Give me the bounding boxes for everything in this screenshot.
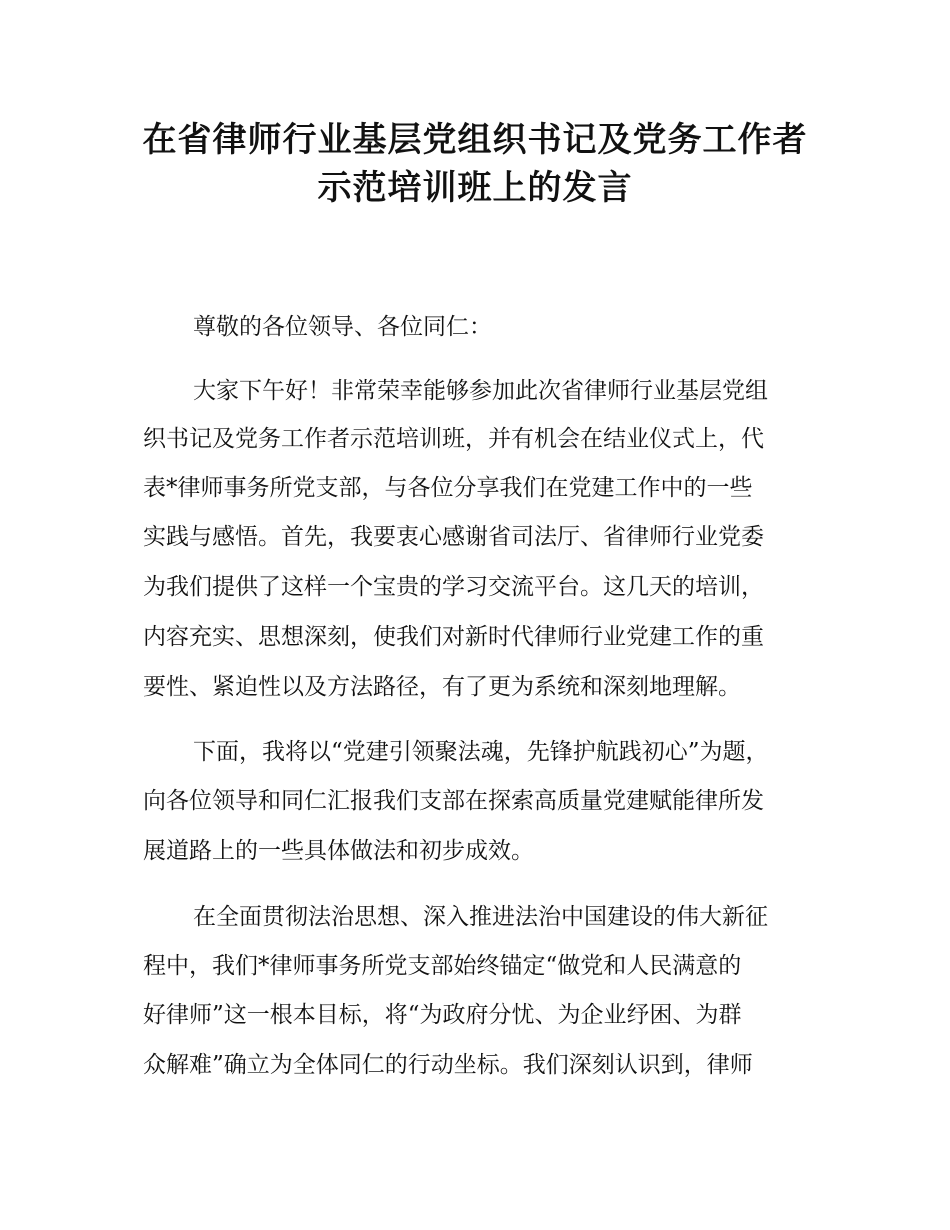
salutation: 尊敬的各位领导、各位同仁： xyxy=(193,314,492,340)
paragraph-1-text: 表*律师事务所党支部，与各位分享我们在党建工作中的一些 xyxy=(143,475,753,501)
paragraph-1-text: 内容充实、思想深刻，使我们对新时代律师行业党建工作的重 xyxy=(143,624,764,650)
paragraph-1-text: 实践与感悟。首先，我要衷心感谢省司法厅、省律师行业党委 xyxy=(143,524,764,550)
paragraph-2-text: 向各位领导和同仁汇报我们支部在探索高质量党建赋能律所发 xyxy=(143,788,764,814)
paragraph-2-text: 展道路上的一些具体做法和初步成效。 xyxy=(143,838,534,864)
paragraph-3-text: 好律师”这一根本目标，将“为政府分忧、为企业纾困、为群 xyxy=(143,1002,742,1028)
document-title-line-1: 在省律师行业基层党组织书记及党务工作者 xyxy=(142,120,808,160)
document-title-line-2: 示范培训班上的发言 xyxy=(317,168,633,208)
paragraph-1-text: 为我们提供了这样一个宝贵的学习交流平台。这几天的培训， xyxy=(143,574,764,600)
paragraph-3-text: 程中，我们*律师事务所党支部始终锚定“做党和人民满意的 xyxy=(143,953,742,979)
paragraph-2-text: 下面，我将以“党建引领聚法魂，先锋护航践初心”为题， xyxy=(193,739,769,765)
paragraph-1-text: 织书记及党务工作者示范培训班，并有机会在结业仪式上，代 xyxy=(143,426,764,452)
paragraph-3-text: 在全面贯彻法治思想、深入推进法治中国建设的伟大新征 xyxy=(193,904,768,930)
paragraph-1-text: 要性、紧迫性以及方法路径，有了更为系统和深刻地理解。 xyxy=(143,674,741,700)
paragraph-3-text: 众解难”确立为全体同仁的行动坐标。我们深刻认识到，律师 xyxy=(143,1052,753,1078)
paragraph-1-text: 大家下午好！非常荣幸能够参加此次省律师行业基层党组 xyxy=(193,378,768,404)
